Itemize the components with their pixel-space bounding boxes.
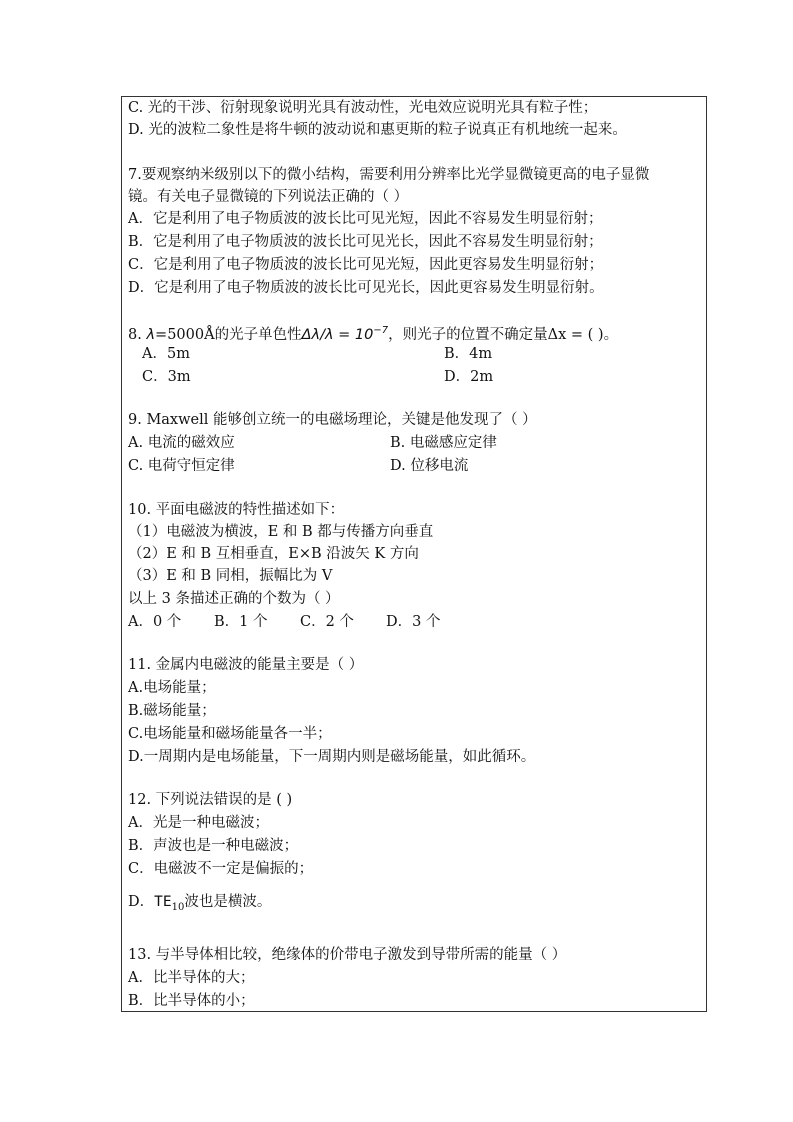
q9-option-b: B. 电磁感应定律 — [390, 435, 497, 451]
q7-option-b: B．它是利用了电子物质波的波长比可见光长，因此不容易发生明显衍射； — [128, 234, 603, 250]
q9-option-a: A. 电流的磁效应 — [128, 435, 235, 451]
q7-option-d: D．它是利用了电子物质波的波长比可见光长，因此更容易发生明显衍射。 — [128, 280, 604, 296]
q12-option-d-tail: 波也是横波。 — [184, 894, 272, 910]
q10-ask: 以上 3 条描述正确的个数为（ ） — [128, 591, 340, 607]
q11-option-b: B.磁场能量； — [128, 703, 216, 719]
q12-option-c: C．电磁波不一定是偏振的； — [128, 861, 314, 877]
q12-stem: 12. 下列说法错误的是 ( ) — [128, 792, 293, 808]
q8-option-c: C．3m — [142, 369, 191, 385]
q9-option-c: C. 电荷守恒定律 — [128, 458, 235, 474]
q10-option-c: C．2 个 — [300, 614, 354, 630]
q12-te-symbol: TE — [154, 894, 172, 910]
q13-option-a: A．比半导体的大； — [128, 970, 255, 986]
q7-stem-line1: 7.要观察纳米级别以下的微小结构，需要利用分辨率比光学显微镜更高的电子显微 — [128, 167, 650, 183]
q13-stem: 13. 与半导体相比较，绝缘体的价带电子激发到导带所需的能量（ ） — [128, 947, 567, 963]
q8-stem — [128, 321, 618, 341]
q12-option-d — [128, 892, 271, 912]
q11-option-d: D.一周期内是电场能量，下一周期内则是磁场能量，如此循环。 — [128, 749, 536, 765]
prev-option-d: D. 光的波粒二象性是将牛顿的波动说和惠更斯的粒子说真正有机地统一起来。 — [128, 122, 627, 138]
prev-option-c: C. 光的干涉、衍射现象说明光具有波动性，光电效应说明光具有粒子性； — [128, 100, 598, 116]
q13-option-b: B．比半导体的小； — [128, 993, 255, 1009]
q7-option-c: C．它是利用了电子物质波的波长比可见光短，因此更容易发生明显衍射； — [128, 257, 604, 273]
q12-option-d-prefix: D． — [128, 894, 155, 910]
q8-lambda: λ — [146, 326, 156, 343]
q10-statement-2: （2）E 和 B 互相垂直，E×B 沿波矢 K 方向 — [128, 546, 419, 562]
q8-tail: ，则光子的位置不确定量Δx = ( )。 — [388, 326, 619, 343]
q8-ratio: Δλ/λ = 10 — [301, 326, 374, 343]
q11-option-c: C.电场能量和磁场能量各一半； — [128, 726, 332, 742]
q8-option-d: D．2m — [444, 369, 494, 385]
q9-stem: 9. Maxwell 能够创立统一的电磁场理论，关键是他发现了（ ） — [128, 412, 537, 428]
q10-stem: 10. 平面电磁波的特性描述如下： — [128, 502, 345, 518]
q10-statement-3: （3）E 和 B 同相，振幅比为 V — [128, 568, 333, 584]
q10-option-a: A．0 个 — [128, 614, 182, 630]
q8-value: =5000Å的光子单色性 — [155, 326, 302, 343]
q9-option-d: D. 位移电流 — [390, 458, 469, 474]
q8-option-b: B．4m — [444, 346, 493, 362]
q12-option-a: A．光是一种电磁波； — [128, 815, 269, 831]
q7-option-a: A．它是利用了电子物质波的波长比可见光短，因此不容易发生明显衍射； — [128, 211, 603, 227]
q11-stem: 11. 金属内电磁波的能量主要是（ ） — [128, 657, 364, 673]
q8-option-a: A．5m — [142, 346, 190, 362]
q10-statement-1: （1）电磁波为横波，E 和 B 都与传播方向垂直 — [128, 524, 434, 540]
q10-option-b: B．1 个 — [214, 614, 268, 630]
q10-option-d: D．3 个 — [386, 614, 441, 630]
q11-option-a: A.电场能量； — [128, 680, 216, 696]
q7-stem-line2: 镜。有关电子显微镜的下列说法正确的（ ） — [128, 189, 409, 205]
q8-exponent: −7 — [373, 325, 389, 336]
q8-number: 8. — [128, 326, 142, 343]
q12-option-b: B．声波也是一种电磁波； — [128, 838, 299, 854]
q12-te-subscript: 10 — [171, 901, 185, 913]
